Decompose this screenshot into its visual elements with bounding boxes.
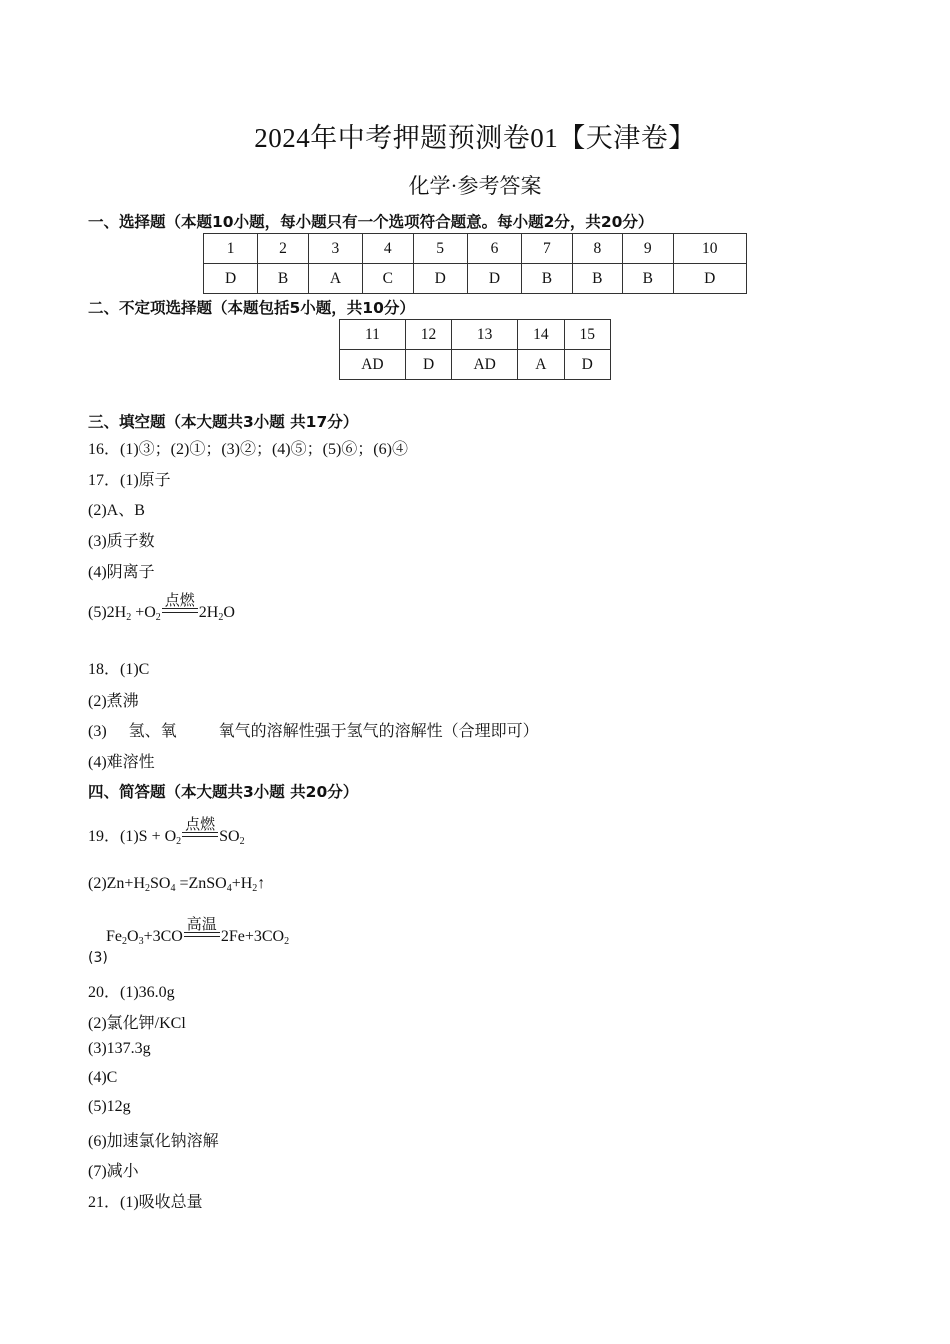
table-cell: AD: [340, 350, 406, 380]
table-cell: D: [467, 264, 521, 294]
table-cell: B: [572, 264, 622, 294]
answer-20-7: (7)减小: [88, 1163, 139, 1180]
answer-label: (2): [88, 875, 107, 892]
reaction-condition: 点燃: [182, 828, 218, 846]
table-cell: D: [204, 264, 258, 294]
answer-17-2: (2)A、B: [88, 502, 145, 519]
table-cell: 9: [623, 234, 673, 264]
chemical-equation-zn-h2so4: $Zn+H_2SO_4$ $=ZnSO_4+H_2↑$: [106, 875, 266, 894]
answer-17-1: 17．(1)原子: [88, 472, 171, 489]
answer-21-1: 21．(1)吸收总量: [88, 1194, 203, 1211]
answer-16: 16．(1)③；(2)①；(3)②；(4)⑤；(5)⑥；(6)④: [88, 441, 408, 458]
page-subtitle: 化学·参考答案: [408, 174, 542, 198]
answer-label: (5): [88, 604, 107, 621]
section2-answer-table: [339, 319, 611, 380]
answer-label: (3): [88, 723, 107, 740]
answer-20-2: (2)氯化钾/KCl: [88, 1015, 186, 1032]
table-row-answers: [204, 264, 747, 294]
table-cell: D: [673, 264, 746, 294]
table-row-numbers: [340, 320, 611, 350]
table-cell: 1: [204, 234, 258, 264]
reaction-condition: 点燃: [162, 604, 198, 622]
answer-label: 19．(1): [88, 828, 139, 845]
table-cell: D: [564, 350, 610, 380]
answer-18-1: 18．(1)C: [88, 661, 150, 678]
section1-heading: 一、选择题（本题10小题，每小题只有一个选项符合题意。每小题2分，共20分）: [88, 213, 654, 231]
table-cell: 14: [518, 320, 564, 350]
table-cell: 7: [522, 234, 572, 264]
answer-19-1: [88, 815, 245, 847]
page-title: 2024年中考押题预测卷01【天津卷】: [254, 123, 696, 153]
table-row-numbers: [204, 234, 747, 264]
table-cell: 15: [564, 320, 610, 350]
table-cell: B: [522, 264, 572, 294]
section2-heading: 二、不定项选择题（本题包括5小题，共10分）: [88, 299, 415, 317]
answer-19-3-equation: [106, 915, 290, 947]
answer-20-1: 20．(1)36.0g: [88, 984, 175, 1001]
table-cell: 3: [308, 234, 362, 264]
chemical-equation-h2-o2: $2H_2 +O_2$ 点燃 $2H_2O$: [106, 591, 235, 623]
table-cell: 12: [405, 320, 451, 350]
section3-heading: 三、填空题（本大题共3小题 共17分）: [88, 413, 359, 431]
table-cell: C: [363, 264, 413, 294]
table-row-answers: [340, 350, 611, 380]
answer-20-6: (6)加速氯化钠溶解: [88, 1133, 219, 1150]
answer-19-2: [88, 875, 265, 894]
table-cell: 11: [340, 320, 406, 350]
table-cell: 10: [673, 234, 746, 264]
chemical-equation-fe2o3-co: $Fe_2O_3+3CO$ 高温 $2Fe+3CO_2$: [106, 915, 290, 947]
answer-19-3-label: (3): [88, 950, 108, 966]
answer-18-3-part2: 氧气的溶解性强于氢气的溶解性（合理即可）: [218, 723, 539, 740]
answer-17-4: (4)阴离子: [88, 564, 155, 581]
chemical-equation-s-o2: $S + O_2$ 点燃 $SO_2$: [138, 815, 245, 847]
answer-18-2: (2)煮沸: [88, 693, 139, 710]
table-cell: D: [413, 264, 467, 294]
table-cell: 6: [467, 234, 521, 264]
answer-20-4: (4)C: [88, 1069, 118, 1086]
reaction-condition: 高温: [184, 928, 220, 946]
table-cell: AD: [452, 350, 518, 380]
section1-answer-table: [203, 233, 747, 294]
answer-18-4: (4)难溶性: [88, 754, 155, 771]
table-cell: B: [623, 264, 673, 294]
answer-18-3: [88, 718, 539, 741]
table-cell: 2: [258, 234, 308, 264]
answer-17-5: [88, 591, 235, 623]
answer-18-3-part1: 氢、氧: [128, 723, 177, 740]
table-cell: 8: [572, 234, 622, 264]
table-cell: A: [518, 350, 564, 380]
table-cell: D: [405, 350, 451, 380]
table-cell: B: [258, 264, 308, 294]
section4-heading: 四、简答题（本大题共3小题 共20分）: [88, 783, 359, 801]
table-cell: 5: [413, 234, 467, 264]
answer-20-3: (3)137.3g: [88, 1040, 151, 1057]
table-cell: 13: [452, 320, 518, 350]
answer-17-3: (3)质子数: [88, 533, 155, 550]
answer-20-5: (5)12g: [88, 1098, 131, 1115]
table-cell: A: [308, 264, 362, 294]
table-cell: 4: [363, 234, 413, 264]
